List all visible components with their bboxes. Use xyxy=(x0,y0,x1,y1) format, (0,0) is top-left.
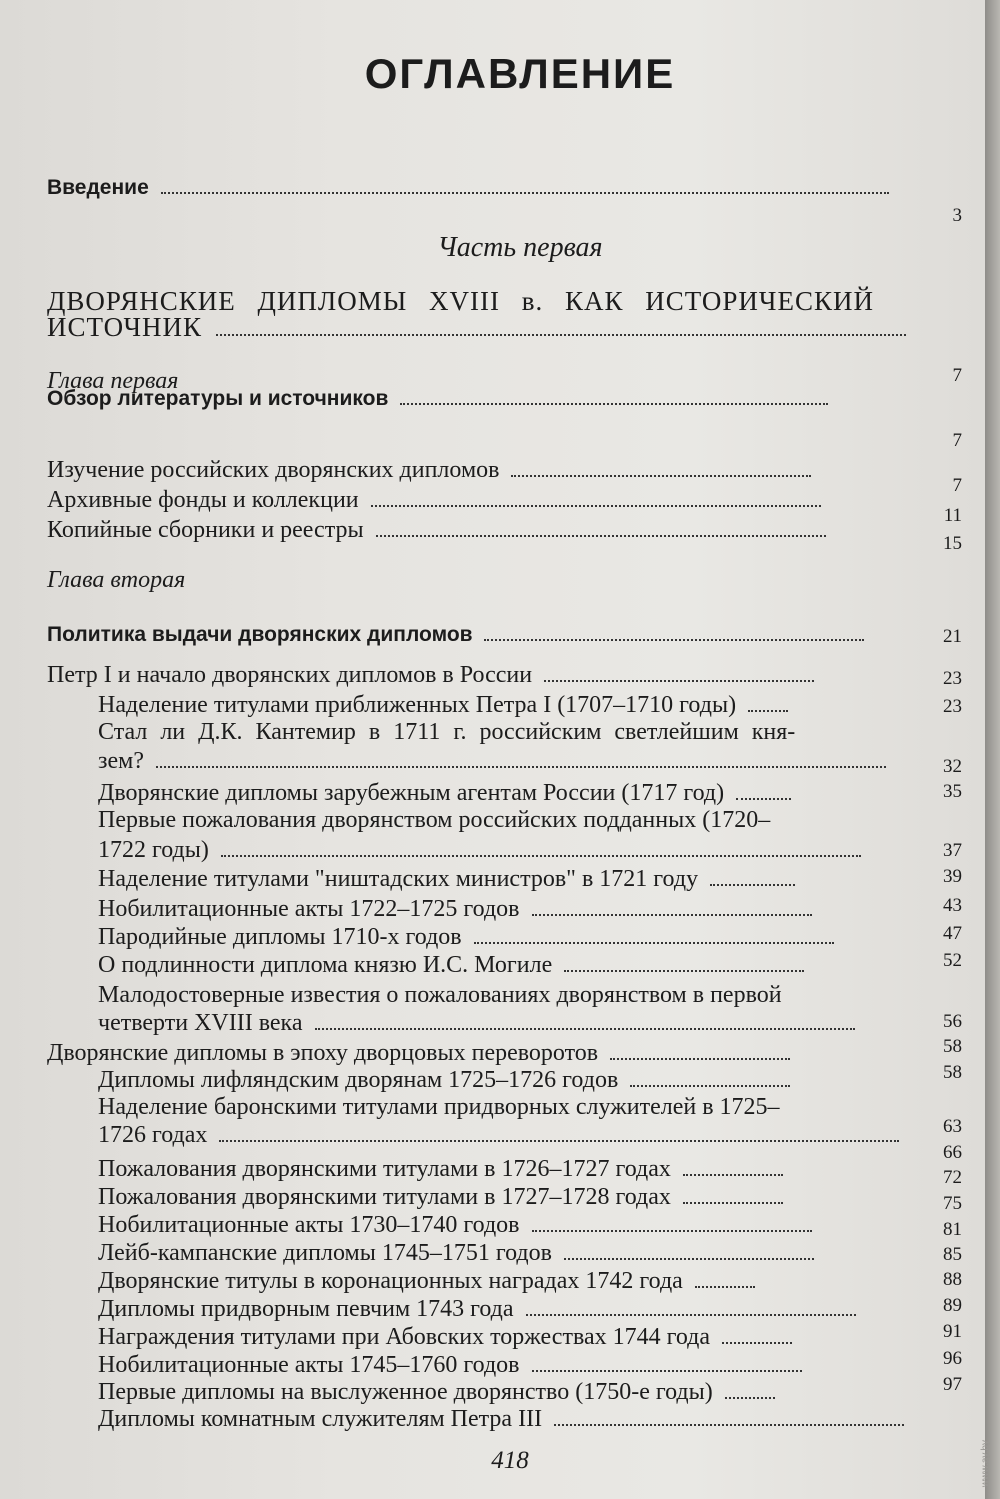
chapter2-label: Глава вторая xyxy=(47,567,186,593)
toc-item-text: 1722 годы) xyxy=(98,837,209,863)
toc-item-cont xyxy=(98,835,861,865)
toc-item-page: 23 xyxy=(943,668,962,689)
toc-item xyxy=(98,1182,783,1212)
toc-item-text: Дворянские дипломы зарубежным агентам России (1717 год) xyxy=(98,780,725,806)
watermark: www.ay.by xyxy=(980,1440,991,1488)
part-page: 7 xyxy=(952,365,962,386)
chapter2-page: 21 xyxy=(943,626,962,647)
toc-item xyxy=(98,1210,812,1240)
leader-dots xyxy=(400,402,828,405)
toc-item-page: 89 xyxy=(943,1295,962,1316)
toc-item-text: Пожалования дворянскими титулами в 1726–1727 годах xyxy=(98,1156,671,1182)
toc-item-page: 58 xyxy=(943,1036,962,1057)
leader-dots xyxy=(484,638,864,641)
toc-item-text: Нобилитационные акты 1722–1725 годов xyxy=(98,896,520,922)
toc-item-text: 1726 годах xyxy=(98,1122,208,1148)
toc-item-text: Пожалования дворянскими титулами в 1727–1728 годах xyxy=(98,1184,671,1210)
toc-item-page: 96 xyxy=(943,1348,962,1369)
leader-dots xyxy=(156,765,886,768)
toc-item-page: 66 xyxy=(943,1142,962,1163)
leader-dots xyxy=(722,1341,792,1344)
leader-dots xyxy=(511,474,811,477)
chapter1-page: 7 xyxy=(952,430,962,451)
part-heading-line1: ДВОРЯНСКИЕ ДИПЛОМЫ XVIII в. КАК ИСТОРИЧЕСКИЙ xyxy=(47,286,874,316)
toc-item xyxy=(47,660,814,690)
toc-item-page: 43 xyxy=(943,895,962,916)
toc-item-page: 15 xyxy=(943,533,962,554)
toc-item xyxy=(98,1238,814,1268)
toc-item-text: четверти XVIII века xyxy=(98,1010,303,1036)
toc-item-text: Первые дипломы на выслуженное дворянство (1750-е годы) xyxy=(98,1379,713,1405)
toc-item-text: Наделение титулами приближенных Петра I (1707–1710 годы) xyxy=(98,692,737,718)
leader-dots xyxy=(564,969,804,972)
book-spine xyxy=(985,0,1000,1499)
toc-item xyxy=(98,1294,856,1324)
toc-item-page: 85 xyxy=(943,1244,962,1265)
toc-item-page: 32 xyxy=(943,756,962,777)
toc-item-text: Нобилитационные акты 1730–1740 годов xyxy=(98,1212,520,1238)
chapter2-title: Политика выдачи дворянских дипломов xyxy=(47,623,473,646)
toc-item-text: Дипломы комнатным служителям Петра III xyxy=(98,1406,543,1432)
toc-item-page: 35 xyxy=(943,781,962,802)
leader-dots xyxy=(219,1139,899,1142)
leader-dots xyxy=(710,883,795,886)
part-heading-line2: ИСТОЧНИК xyxy=(47,312,203,342)
leader-dots xyxy=(532,913,812,916)
leader-dots xyxy=(161,191,889,194)
toc-item xyxy=(98,894,812,924)
toc-item xyxy=(98,1154,783,1184)
toc-item-text: Лейб-кампанские дипломы 1745–1751 годов xyxy=(98,1240,552,1266)
toc-item xyxy=(98,1404,904,1434)
toc-item xyxy=(98,864,795,894)
toc-item-cont xyxy=(98,746,886,776)
leader-dots xyxy=(474,941,834,944)
toc-item-text: Архивные фонды и коллекции xyxy=(47,487,359,513)
page-title: ОГЛАВЛЕНИЕ xyxy=(364,50,676,97)
part-label: Часть первая xyxy=(437,232,603,263)
toc-item-page: 63 xyxy=(943,1116,962,1137)
toc-item xyxy=(98,950,804,980)
toc-item-text: Изучение российских дворянских дипломов xyxy=(47,457,500,483)
page-number: 418 xyxy=(491,1447,529,1474)
toc-item xyxy=(98,1266,755,1296)
toc-item-text: Дворянские дипломы в эпоху дворцовых переворотов xyxy=(47,1040,599,1066)
toc-item-page: 39 xyxy=(943,866,962,887)
toc-item-page: 56 xyxy=(943,1011,962,1032)
toc-item xyxy=(47,455,811,485)
chapter1-title: Обзор литературы и источников xyxy=(47,387,389,410)
toc-item-text: Пародийные дипломы 1710-х годов xyxy=(98,924,462,950)
leader-dots xyxy=(695,1285,755,1288)
toc-item: Наделение баронскими титулами придворных служителей в 1725– xyxy=(98,1094,780,1120)
toc-item-text: Дипломы лифляндским дворянам 1725–1726 годов xyxy=(98,1067,619,1093)
toc-item-page: 11 xyxy=(943,505,962,526)
part-heading-line2-wrap xyxy=(47,312,906,342)
toc-item-text: Дворянские титулы в коронационных наградах 1742 года xyxy=(98,1268,683,1294)
toc-item-page: 52 xyxy=(943,950,962,971)
toc-item-page: 7 xyxy=(952,475,962,496)
chapter2-title-entry xyxy=(47,620,864,650)
leader-dots xyxy=(564,1257,814,1260)
toc-item-text: Копийные сборники и реестры xyxy=(47,517,364,543)
toc-item-text: Нобилитационные акты 1745–1760 годов xyxy=(98,1352,520,1378)
leader-dots xyxy=(532,1229,812,1232)
leader-dots xyxy=(630,1084,790,1087)
leader-dots xyxy=(371,504,821,507)
toc-item-page: 97 xyxy=(943,1374,962,1395)
leader-dots xyxy=(725,1396,775,1399)
toc-item xyxy=(98,778,791,808)
leader-dots xyxy=(683,1201,783,1204)
toc-item xyxy=(47,485,821,515)
toc-item-cont xyxy=(98,1008,855,1038)
toc-item-text: Наделение титулами "ништадских министров" в 1721 году xyxy=(98,866,699,892)
toc-item-page: 75 xyxy=(943,1193,962,1214)
leader-dots xyxy=(610,1057,790,1060)
toc-item-page: 23 xyxy=(943,696,962,717)
leader-dots xyxy=(544,679,814,682)
toc-item-text: зем? xyxy=(98,748,144,774)
toc-item xyxy=(98,690,788,720)
toc-item-page: 37 xyxy=(943,840,962,861)
toc-item-text: Дипломы придворным певчим 1743 года xyxy=(98,1296,514,1322)
leader-dots xyxy=(315,1027,855,1030)
toc-item xyxy=(98,1322,792,1352)
intro-page: 3 xyxy=(952,205,962,226)
leader-dots xyxy=(736,797,791,800)
toc-item-page: 72 xyxy=(943,1167,962,1188)
toc-item-page: 47 xyxy=(943,923,962,944)
toc-item-page: 81 xyxy=(943,1219,962,1240)
leader-dots xyxy=(683,1173,783,1176)
leader-dots xyxy=(748,709,788,712)
toc-item-page: 91 xyxy=(943,1321,962,1342)
leader-dots xyxy=(532,1369,802,1372)
toc-item-text: Награждения титулами при Абовских торжествах 1744 года xyxy=(98,1324,711,1350)
toc-item-page: 58 xyxy=(943,1062,962,1083)
toc-item xyxy=(98,1350,802,1380)
toc-item-text: О подлинности диплома князю И.С. Могиле xyxy=(98,952,553,978)
toc-item xyxy=(98,1065,790,1095)
intro-label: Введение xyxy=(47,176,149,199)
toc-item: Первые пожалования дворянством российских подданных (1720– xyxy=(98,807,771,833)
leader-dots xyxy=(216,333,906,336)
intro-entry xyxy=(47,173,889,203)
toc-item-cont xyxy=(98,1120,899,1150)
toc-item-page: 88 xyxy=(943,1269,962,1290)
toc-item: Стал ли Д.К. Кантемир в 1711 г. российским светлейшим кня- xyxy=(98,719,796,745)
leader-dots xyxy=(554,1423,904,1426)
toc-item: Малодостоверные известия о пожалованиях дворянством в первой xyxy=(98,982,782,1008)
toc-item xyxy=(98,922,834,952)
chapter1-label: Глава первая xyxy=(47,368,179,394)
leader-dots xyxy=(526,1313,856,1316)
toc-item xyxy=(98,1377,775,1407)
toc-item-text: Петр I и начало дворянских дипломов в России xyxy=(47,662,533,688)
toc-item xyxy=(47,515,826,545)
leader-dots xyxy=(376,534,826,537)
leader-dots xyxy=(221,854,861,857)
toc-item xyxy=(47,1038,790,1068)
chapter1-title-entry xyxy=(47,384,828,414)
